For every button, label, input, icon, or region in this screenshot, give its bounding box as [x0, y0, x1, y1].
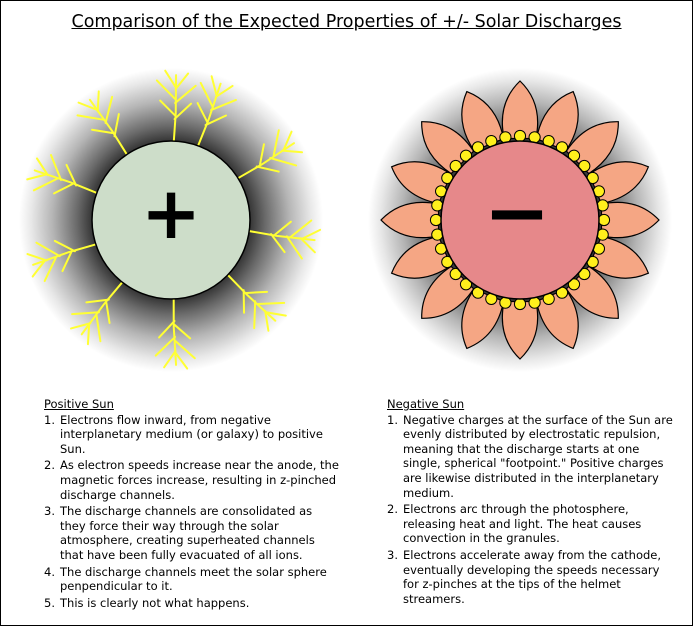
negative-sun-description — [387, 397, 677, 608]
positive-sun-group — [19, 68, 323, 372]
negative-sun-minus-sign: − — [483, 166, 551, 259]
list-item: 5. This is clearly not what happens. — [44, 595, 250, 610]
list-item: 1. Negative charges at the surface of the Sun are evenly distributed by electrostatic repulsion, meaning that the discharge starts at one single, spherical "footpoint." Positive charges are likewise distributed in the interplanetary medium. — [387, 412, 673, 500]
photosphere-granule — [514, 130, 525, 141]
photosphere-granule — [598, 214, 609, 225]
filament-branch — [88, 325, 89, 344]
list-item: 3. The discharge channels are consolidated as they force their way through the solar atmosphere, creating superheated channels that have been fully evacuated of all ions. — [44, 504, 315, 562]
list-item: 3. Electrons accelerate away from the cathode, eventually developing the speeds necessary for z-pinches at the tips of the helmet streamers. — [387, 547, 662, 606]
list-item: 1. Electrons flow inward, from negative interplanetary medium (or galaxy) to positive Sun. — [44, 412, 323, 456]
page-title: Comparison of the Expected Properties of +/- Solar Discharges — [71, 12, 622, 32]
positive-sun-heading: Positive Sun — [44, 397, 114, 411]
positive-sun-description — [44, 397, 339, 612]
filament-branch — [247, 292, 267, 293]
positive-sun-list — [44, 413, 339, 611]
negative-sun-heading: Negative Sun — [387, 397, 465, 411]
photosphere-granule — [430, 214, 441, 225]
filament-branch — [98, 91, 99, 111]
list-item: 2. As electron speeds increase near the anode, the magnetic forces increase, resulting in z-pinched discharge channels. — [44, 458, 339, 502]
list-item: 4. The discharge channels meet the solar sphere penpendicular to it. — [44, 564, 327, 594]
negative-sun-group — [368, 68, 672, 372]
photosphere-granule — [514, 298, 525, 309]
negative-sun-list — [387, 413, 677, 607]
filament-branch — [258, 303, 284, 304]
list-item: 2. Electrons arc through the photosphere, releasing heat and light. The heat causes convection in the granules. — [387, 502, 642, 546]
positive-sun-plus-sign: + — [140, 171, 202, 255]
filament-branch — [254, 301, 255, 328]
